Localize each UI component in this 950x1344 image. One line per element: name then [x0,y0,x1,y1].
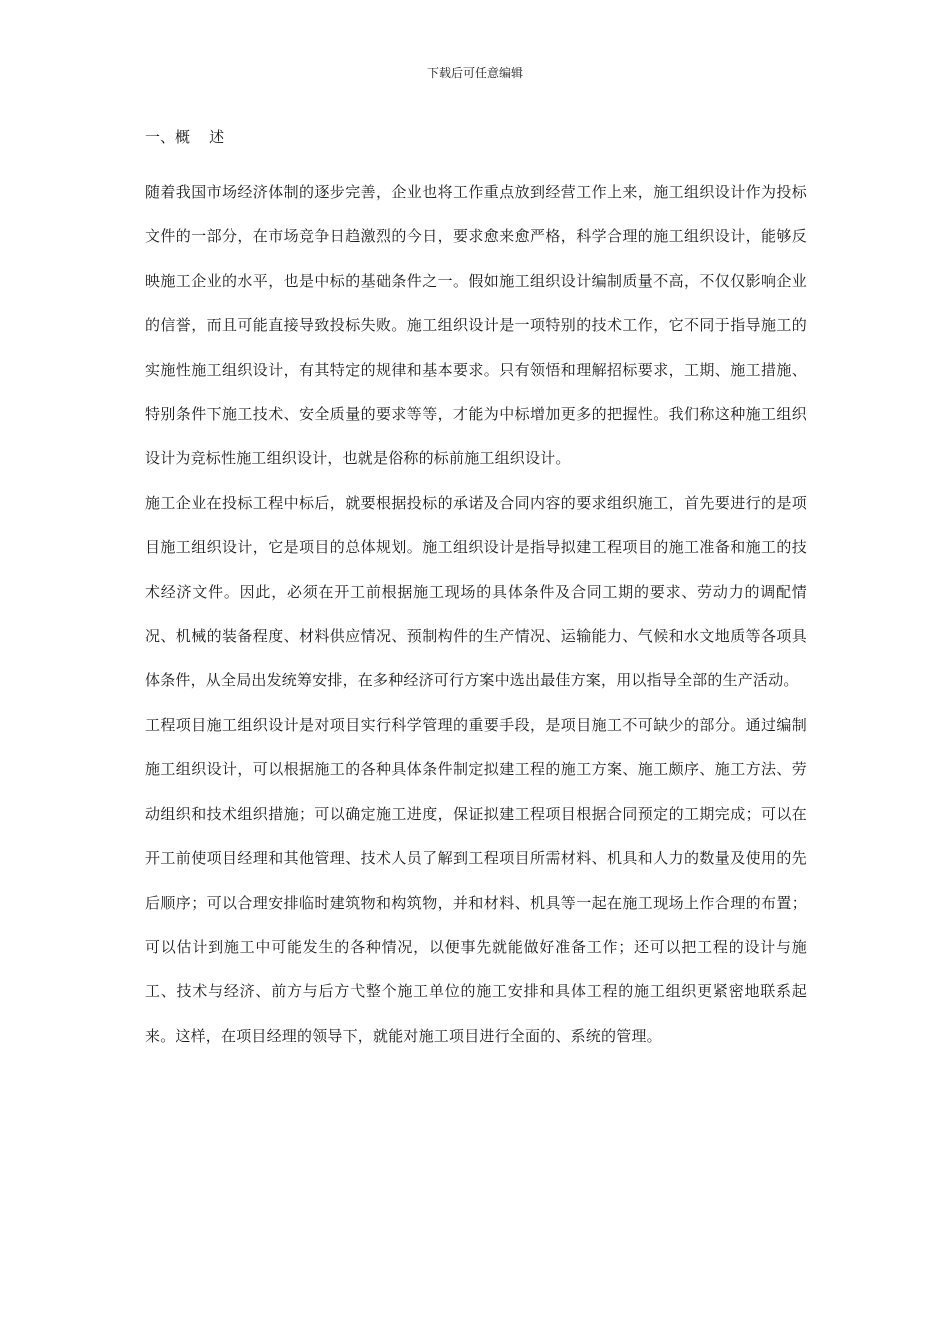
paragraph-project-design: 施工企业在投标工程中标后，就要根据投标的承诺及合同内容的要求组织施工，首先要进行的是项目施工组织设计，它是项目的总体规划。施工组织设计是指导拟建工程项目的施工准备和施工的技术经济文件。因此，必须在开工前根据施工现场的具体条件及合同工期的要求、劳动力的调配情况、机械的装备程度、材料供应情况、预制构件的生产情况、运输能力、气候和水文地质等各项具体条件，从全局出发统筹安排，在多种经济可行方案中选出最佳方案，用以指导全部的生产活动。 [145,493,807,690]
paragraph-management: 工程项目施工组织设计是对项目实行科学管理的重要手段，是项目施工不可缺少的部分。通过编制施工组织设计，可以根据施工的各种具体条件制定拟建工程的施工方案、施工颇序、施工方法、劳动组织和技术组织措施；可以确定施工进度，保证拟建工程项目根据合同预定的工期完成；可以在开工前使项目经理和其他管理、技术人员了解到工程项目所需材料、机具和人力的数量及使用的先后顺序；可以合理安排临时建筑物和构筑物，并和材料、机具等一起在施工现场上作合理的布置；可以估计到施工中可能发生的各种情况，以便事先就能做好准备工作；还可以把工程的设计与施工、技术与经济、前方与后方弋整个施工单位的施工安排和具体工程的施工组织更紧密地联系起来。这样，在项目经理的领导下，就能对施工项目进行全面的、系统的管理。 [145,715,807,1045]
section-heading: 一、概 述 [145,128,225,146]
page-header: 下载后可任意编辑 [426,66,523,80]
paragraph-overview: 随着我国市场经济体制的逐步完善，企业也将工作重点放到经营工作上来，施工组织设计作为投标文件的一部分，在市场竞争日趋激烈的今日，要求愈来愈严格，科学合理的施工组织设计，能够反映施工企业的水平，也是中标的基础条件之一。假如施工组织设计编制质量不高，不仅仅影响企业的信誉，而且可能直接导致投标失败。施工组织设计是一项特别的技术工作，它不同于指导施工的实施性施工组织设计，有其特定的规律和基本要求。只有领悟和理解招标要求，工期、施工措施、特别条件下施工技术、安全质量的要求等等，才能为中标增加更多的把握性。我们称这种施工组织设计为竞标性施工组织设计，也就是俗称的标前施工组织设计。 [145,183,807,468]
document-body [145,126,807,1058]
